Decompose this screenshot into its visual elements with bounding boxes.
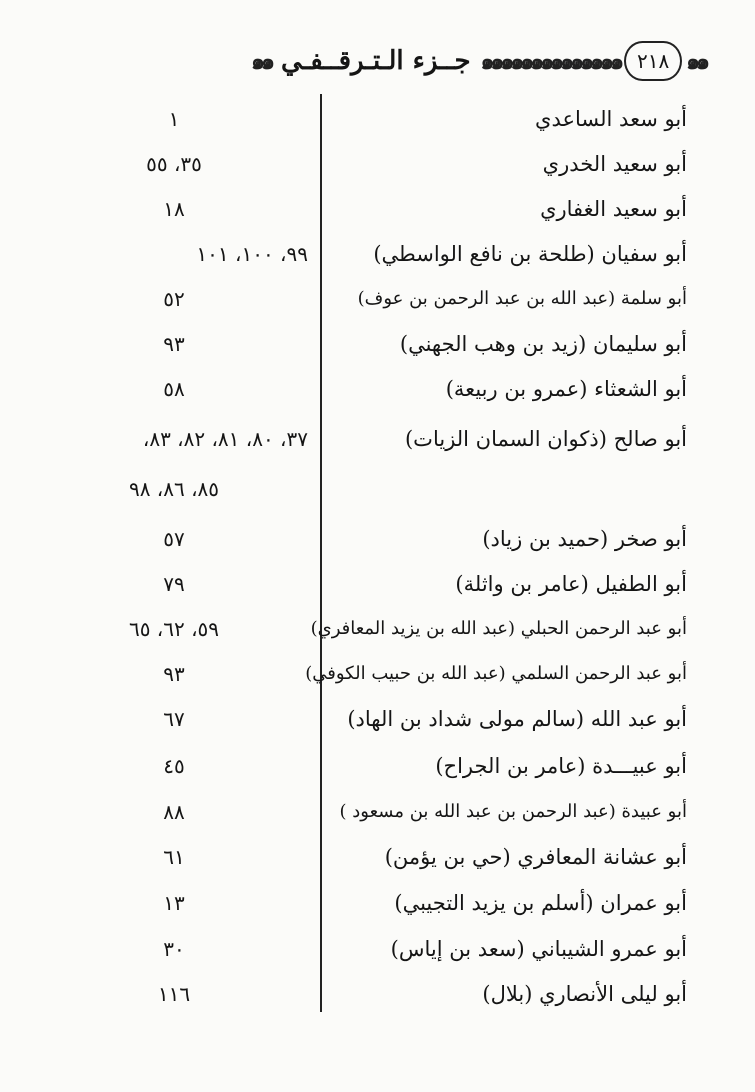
index-row [0, 926, 755, 972]
entry-name: أبو عبد الرحمن الحبلي (عبد الله بن يزيد المعافري) [310, 618, 687, 639]
entry-pages: ٩٣ [163, 332, 185, 356]
entry-name: أبو عبد الرحمن السلمي (عبد الله بن حبيب الكوفي) [305, 663, 687, 684]
entry-pages: ١٣ [163, 891, 185, 915]
index-row [0, 141, 755, 187]
ornament-icon: ๑๑ [686, 49, 706, 75]
entry-pages: ٩٣ [163, 662, 185, 686]
entry-name: أبو ليلى الأنصاري (بلال) [482, 982, 687, 1006]
index-row [0, 696, 755, 742]
ornament-icon: ๑๑ [251, 49, 271, 75]
entry-name: أبو عمران (أسلم بن يزيد التجيبي) [394, 891, 687, 915]
entry-name: أبو عبيـــدة (عامر بن الجراح) [435, 754, 687, 778]
entry-pages: ٦٧ [163, 707, 185, 731]
entry-pages: ١١٦ [157, 982, 191, 1006]
entry-name: أبو سعيد الخدري [542, 152, 687, 176]
entry-pages: ٨٨ [163, 800, 185, 824]
ornament-icon: ๑๑๑๑๑๑๑๑๑๑๑๑๑๑ [480, 49, 621, 75]
entry-pages: ٥٧ [163, 527, 185, 551]
entry-pages: ١٨ [163, 197, 185, 221]
index-row [0, 96, 755, 142]
index-row [0, 466, 755, 512]
index-row [0, 276, 755, 322]
entry-pages: ٦١ [163, 845, 185, 869]
entry-name: أبو عمرو الشيباني (سعد بن إياس) [390, 937, 687, 961]
entry-name: أبو الطفيل (عامر بن واثلة) [455, 572, 687, 596]
page-number: ٢١٨ [624, 41, 682, 81]
index-row [0, 366, 755, 412]
entry-name: أبو سلمة (عبد الله بن عبد الرحمن بن عوف) [357, 288, 687, 309]
index-row [0, 516, 755, 562]
entry-pages: ٥٩، ٦٢، ٦٥ [128, 617, 220, 641]
index-row [0, 606, 755, 652]
index-row [0, 416, 755, 462]
index-row [0, 651, 755, 697]
index-row [0, 880, 755, 926]
entry-pages: ٥٢ [163, 287, 185, 311]
entry-pages: ٥٨ [163, 377, 185, 401]
index-row [0, 971, 755, 1017]
entry-name: أبو عبيدة (عبد الرحمن بن عبد الله بن مسعود ) [339, 801, 687, 822]
index-row [0, 789, 755, 835]
entry-name [287, 466, 687, 512]
entry-name: أبو سعد الساعدي [535, 107, 687, 131]
index-row [0, 834, 755, 880]
entry-pages: ١ [168, 107, 180, 131]
entry-name: أبو سعيد الغفاري [540, 197, 687, 221]
index-row [0, 231, 755, 277]
entry-name: أبو سفيان (طلحة بن نافع الواسطي) [373, 242, 687, 266]
header-title: جــزء الـتـرقــفـي [280, 46, 471, 76]
page-header [46, 36, 706, 86]
entry-name: أبو الشعثاء (عمرو بن ربيعة) [445, 377, 687, 401]
index-row [0, 743, 755, 789]
entry-pages: ٩٩، ١٠٠، ١٠١ [196, 242, 308, 266]
entry-name: أبو عبد الله (سالم مولى شداد بن الهاد) [347, 707, 687, 731]
entry-pages: ٨٥، ٨٦، ٩٨ [128, 477, 220, 501]
entry-pages: ٧٩ [163, 572, 185, 596]
entry-pages: ٣٥، ٥٥ [146, 152, 202, 176]
entry-name: أبو صخر (حميد بن زياد) [482, 527, 687, 551]
entry-name: أبو عشانة المعافري (حي بن يؤمن) [384, 845, 687, 869]
index-row [0, 321, 755, 367]
entry-name: أبو سليمان (زيد بن وهب الجهني) [399, 332, 687, 356]
entry-name: أبو صالح (ذكوان السمان الزيات) [404, 427, 687, 451]
index-row [0, 561, 755, 607]
entry-pages: ٣٧، ٨٠، ٨١، ٨٢، ٨٣، [142, 427, 308, 451]
index-row [0, 186, 755, 232]
entry-pages: ٤٥ [163, 754, 185, 778]
entry-pages: ٣٠ [163, 937, 185, 961]
